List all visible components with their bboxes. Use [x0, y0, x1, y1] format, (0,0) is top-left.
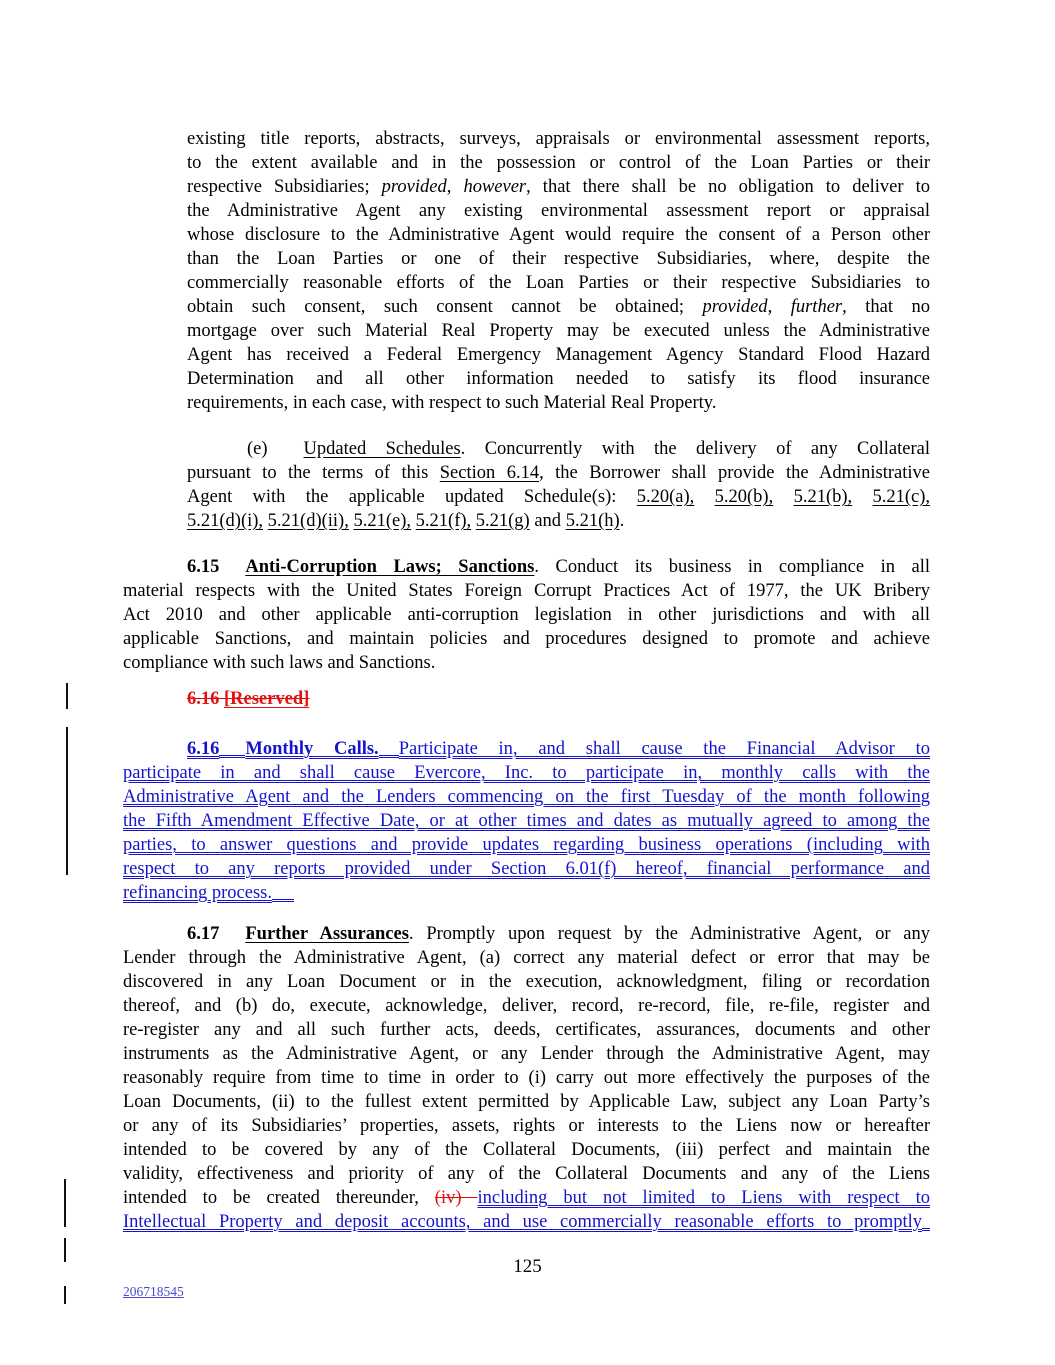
- text-line: [123, 687, 930, 711]
- clause-e-updated-schedules: [187, 437, 930, 533]
- text-line: [123, 1066, 930, 1090]
- text-line: [187, 199, 930, 223]
- text-segment: instruments as the Administrative Agent, or any Lender through the Administrative Agent, may: [123, 1044, 930, 1064]
- text-segment: Participate in, and shall cause the Financial Advisor to: [398, 739, 930, 759]
- text-segment: to the extent available and in the possession or control of the Loan Parties or their: [187, 153, 930, 173]
- text-line: [123, 1018, 930, 1042]
- text-segment: refinancing process.: [123, 883, 272, 903]
- text-segment: however: [463, 177, 527, 197]
- text-segment: participate in and shall cause Evercore, Inc. to participate in, monthly calls with the: [123, 763, 930, 783]
- text-segment: and: [529, 511, 566, 531]
- text-segment: 5.21(e),: [353, 511, 412, 531]
- text-segment: respect to any reports provided under Section 6.01(f) hereof, financial performance and: [123, 859, 930, 879]
- text-segment: [773, 487, 793, 507]
- text-segment: whose disclosure to the Administrative Agent would require the consent of a Person other: [187, 225, 930, 245]
- text-line: [123, 579, 930, 603]
- tab-spacer: [379, 750, 399, 758]
- text-line: [187, 247, 930, 271]
- text-segment: 5.21(f),: [415, 511, 472, 531]
- text-segment: Agent with the applicable updated Schedule(s):: [187, 487, 637, 507]
- text-segment: compliance with such laws and Sanctions.: [123, 653, 436, 673]
- text-segment: further: [790, 297, 843, 317]
- text-segment: Loan Documents, (ii) to the fullest extent permitted by Applicable Law, subject any Loan Party’s: [123, 1092, 930, 1112]
- text-line: [123, 833, 930, 857]
- text-line: [123, 809, 930, 833]
- tab-spacer: [922, 1223, 930, 1231]
- text-segment: 6.15: [187, 557, 220, 577]
- text-segment: Anti-Corruption Laws; Sanctions: [245, 557, 535, 577]
- text-segment: [Reserved]: [224, 689, 310, 709]
- text-line: [123, 737, 930, 761]
- text-segment: Lender through the Administrative Agent, (a) correct any material defect or error that may be: [123, 948, 930, 968]
- text-segment: (iv): [434, 1188, 478, 1208]
- text-segment: discovered in any Loan Document or in the execution, acknowledgment, filing or recordation: [123, 972, 930, 992]
- text-line: [123, 761, 930, 785]
- text-line: [123, 785, 930, 809]
- text-line: [123, 946, 930, 970]
- text-line: [187, 151, 930, 175]
- text-segment: re-register any and all such further acts, deeds, certificates, assurances, documents and other: [123, 1020, 930, 1040]
- text-segment: 5.21(g): [475, 511, 530, 531]
- text-segment: respective Subsidiaries;: [187, 177, 382, 197]
- doc-id-link[interactable]: 206718545: [123, 1284, 184, 1299]
- text-segment: intended to be created thereunder,: [123, 1188, 435, 1208]
- text-segment: parties, to answer questions and provide updates regarding business operations (including with: [123, 835, 930, 855]
- text-segment: [852, 487, 872, 507]
- text-line: [123, 970, 930, 994]
- text-segment: . Concurrently with the delivery of any Collateral: [460, 439, 930, 459]
- text-line: [187, 127, 930, 151]
- text-segment: Intellectual Property and deposit accounts, and use commercially reasonable efforts to promptly: [123, 1212, 922, 1232]
- text-segment: , that there shall be no obligation to deliver to: [526, 177, 930, 197]
- section-6-16-monthly-calls-inserted: [123, 737, 930, 905]
- text-segment: than the Loan Parties or one of their respective Subsidiaries, where, despite the: [187, 249, 930, 269]
- text-segment: Monthly Calls.: [245, 739, 379, 759]
- text-segment: 5.21(h): [565, 511, 620, 531]
- text-segment: 6.17: [187, 924, 220, 944]
- text-line: [187, 295, 930, 319]
- text-segment: Section 6.14: [439, 463, 540, 483]
- text-segment: including but not limited to Liens with respect to: [477, 1188, 930, 1208]
- text-line: [187, 437, 930, 461]
- text-segment: applicable Sanctions, and maintain policies and procedures designed to promote and achieve: [123, 629, 930, 649]
- text-line: [187, 391, 930, 415]
- text-line: [123, 1042, 930, 1066]
- text-segment: 6.16: [187, 689, 224, 709]
- text-segment: reasonably require from time to time in order to (i) carry out more effectively the purposes of the: [123, 1068, 930, 1088]
- tab-spacer: [219, 750, 245, 758]
- text-segment: Updated Schedules: [303, 439, 461, 459]
- text-segment: 6.16: [187, 739, 220, 759]
- text-segment: 5.21(b),: [793, 487, 853, 507]
- text-segment: [694, 487, 714, 507]
- text-line: [123, 1186, 930, 1210]
- text-line: [123, 1162, 930, 1186]
- text-line: [187, 367, 930, 391]
- section-6-16-reserved-deleted: [123, 687, 930, 711]
- text-segment: 5.21(d)(i),: [187, 511, 264, 531]
- section-6-15-anti-corruption: [123, 555, 930, 675]
- text-line: [187, 461, 930, 485]
- change-bar: [66, 683, 68, 709]
- text-segment: pursuant to the terms of this: [187, 463, 440, 483]
- text-line: [123, 994, 930, 1018]
- text-segment: requirements, in each case, with respect to such Material Real Property.: [187, 393, 717, 413]
- text-line: [123, 627, 930, 651]
- text-segment: obtain such consent, such consent cannot be obtained;: [187, 297, 703, 317]
- text-segment: the Administrative Agent any existing environmental assessment report or appraisal: [187, 201, 930, 221]
- section-6-17-further-assurances: [123, 922, 930, 1234]
- text-line: [123, 651, 930, 675]
- text-segment: commercially reasonable efforts of the Loan Parties or their respective Subsidiaries to: [187, 273, 930, 293]
- text-segment: 5.21(c),: [872, 487, 930, 507]
- text-segment: (e): [247, 439, 268, 459]
- text-line: [123, 1114, 930, 1138]
- text-segment: or any of its Subsidiaries’ properties, assets, rights or interests to the Liens now or hereafter: [123, 1116, 930, 1136]
- text-line: [123, 857, 930, 881]
- text-line: [187, 175, 930, 199]
- document-content: [123, 127, 930, 1234]
- tab-spacer: [272, 894, 294, 902]
- text-segment: intended to be covered by any of the Collateral Documents, (iii) perfect and maintain the: [123, 1140, 930, 1160]
- text-segment: material respects with the United States Foreign Corrupt Practices Act of 1977, the UK Bribery: [123, 581, 930, 601]
- text-segment: Administrative Agent and the Lenders commencing on the first Tuesday of the month following: [123, 787, 930, 807]
- text-line: [123, 922, 930, 946]
- text-line: [123, 603, 930, 627]
- text-segment: ,: [767, 297, 791, 317]
- text-segment: . Conduct its business in compliance in all: [534, 557, 930, 577]
- text-segment: Further Assurances: [245, 924, 409, 944]
- change-bar: [64, 1286, 66, 1304]
- text-segment: thereof, and (b) do, execute, acknowledge, deliver, record, re-record, file, re-file, register and: [123, 996, 930, 1016]
- text-segment: Agent has received a Federal Emergency Management Agency Standard Flood Hazard: [187, 345, 930, 365]
- text-segment: 5.20(a),: [636, 487, 695, 507]
- text-line: [123, 881, 930, 905]
- text-segment: , that no: [842, 297, 930, 317]
- text-segment: provided: [702, 297, 768, 317]
- text-line: [187, 223, 930, 247]
- text-segment: the Fifth Amendment Effective Date, or at other times and dates as mutually agreed to among the: [123, 811, 930, 831]
- text-segment: Determination and all other information needed to satisfy its flood insurance: [187, 369, 930, 389]
- change-bar: [66, 727, 68, 875]
- text-segment: existing title reports, abstracts, surveys, appraisals or environmental assessment reports,: [187, 129, 930, 149]
- text-line: [123, 1138, 930, 1162]
- text-line: [123, 1090, 930, 1114]
- text-line: [123, 555, 930, 579]
- text-segment: , the Borrower shall provide the Administrative: [539, 463, 930, 483]
- text-segment: provided: [381, 177, 447, 197]
- text-segment: validity, effectiveness and priority of any of the Collateral Documents and any of the Liens: [123, 1164, 930, 1184]
- text-line: [187, 485, 930, 509]
- text-segment: 5.21(d)(ii),: [267, 511, 349, 531]
- text-segment: ,: [446, 177, 464, 197]
- text-line: [187, 319, 930, 343]
- page-number: 125: [513, 1256, 542, 1277]
- text-segment: .: [619, 511, 625, 531]
- text-line: [123, 1210, 930, 1234]
- text-line: [187, 509, 930, 533]
- text-segment: 5.20(b),: [714, 487, 774, 507]
- text-line: [187, 271, 930, 295]
- text-segment: . Promptly upon request by the Administrative Agent, or any: [408, 924, 930, 944]
- text-segment: Act 2010 and other applicable anti-corruption legislation in other jurisdictions and with all: [123, 605, 930, 625]
- change-bar: [64, 1179, 66, 1227]
- text-segment: mortgage over such Material Real Property may be executed unless the Administrative: [187, 321, 930, 341]
- clause-continuation-paragraph: [187, 127, 930, 415]
- text-line: [187, 343, 930, 367]
